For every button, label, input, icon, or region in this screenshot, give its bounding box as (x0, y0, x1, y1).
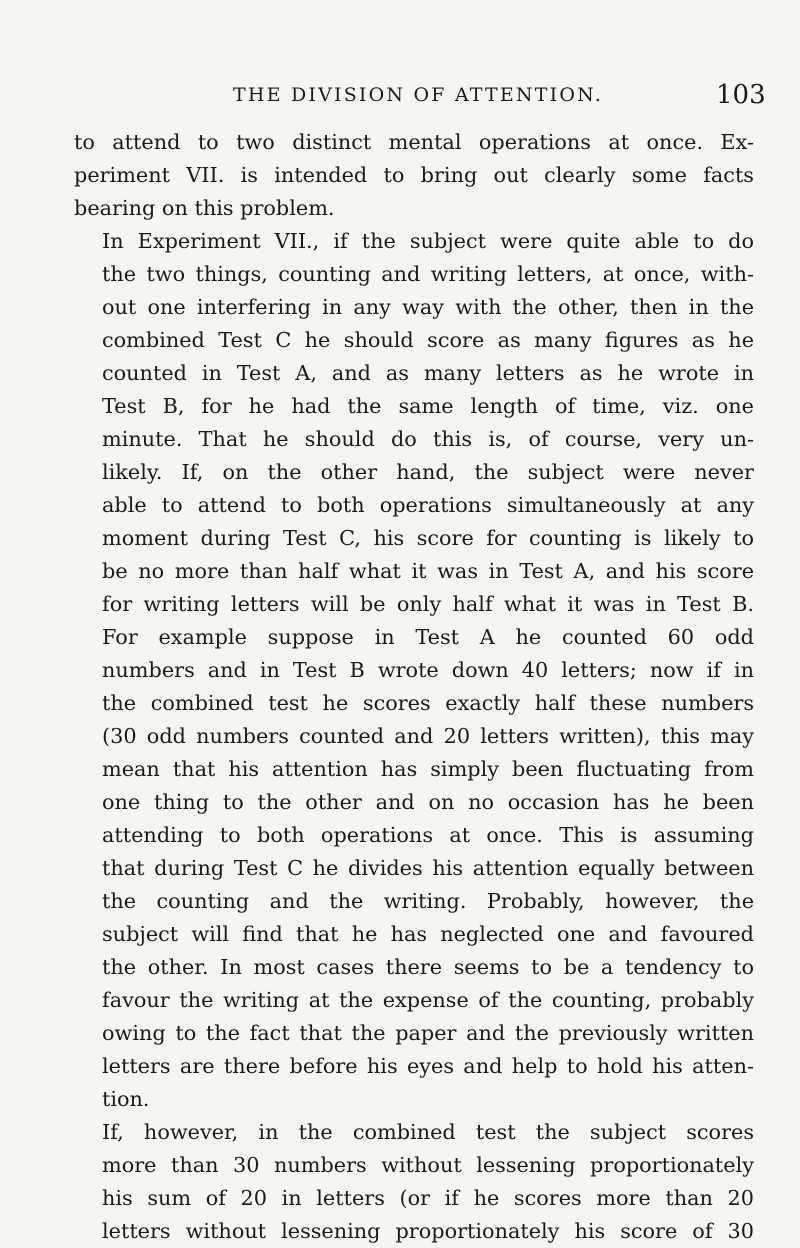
text-line: able to attend to both operations simultaneously at any (102, 493, 754, 517)
text-line: the other. In most cases there seems to be a tendency to (102, 955, 754, 979)
text-line: more than 30 numbers without lessening proportionately (102, 1153, 754, 1177)
text-line: likely. If, on the other hand, the subject were never (102, 460, 754, 484)
text-line: (30 odd numbers counted and 20 letters written), this may (102, 724, 754, 748)
text-line: out one interfering in any way with the other, then in the (102, 295, 754, 319)
text-line: for writing letters will be only half what it was in Test B. (102, 592, 754, 616)
running-head: THE DIVISION OF ATTENTION. (233, 84, 603, 106)
text-line: counted in Test A, and as many letters as he wrote in (102, 361, 754, 385)
text-line: tion. (102, 1087, 150, 1111)
text-line: combined Test C he should score as many figures as he (102, 328, 754, 352)
page-number: 103 (716, 80, 766, 110)
text-line: mean that his attention has simply been fluctuating from (102, 757, 754, 781)
text-line: For example suppose in Test A he counted 60 odd (102, 625, 754, 649)
text-line: minute. That he should do this is, of course, very un- (102, 427, 754, 451)
body-text (74, 126, 754, 1248)
text-line: Test B, for he had the same length of time, viz. one (102, 394, 754, 418)
text-line: one thing to the other and on no occasion has he been (102, 790, 754, 814)
text-line: bearing on this problem. (74, 196, 335, 220)
text-line: letters are there before his eyes and help to hold his atten- (102, 1054, 754, 1078)
text-line: the two things, counting and writing letters, at once, with- (102, 262, 754, 286)
text-line: numbers and in Test B wrote down 40 letters; now if in (102, 658, 754, 682)
text-line: owing to the fact that the paper and the previously written (102, 1021, 754, 1045)
paragraph (74, 225, 754, 1116)
text-line: the counting and the writing. Probably, however, the (102, 889, 754, 913)
text-line: that during Test C he divides his attention equally between (102, 856, 754, 880)
text-line: the combined test he scores exactly half these numbers (102, 691, 754, 715)
text-line: be no more than half what it was in Test A, and his score (102, 559, 754, 583)
text-line: attending to both operations at once. This is assuming (102, 823, 754, 847)
page-header (0, 80, 800, 116)
text-line: to attend to two distinct mental operations at once. Ex- (74, 130, 754, 154)
text-line: If, however, in the combined test the subject scores (102, 1120, 754, 1144)
text-line: periment VII. is intended to bring out clearly some facts (74, 163, 754, 187)
paragraph (74, 1116, 754, 1248)
paragraph (74, 126, 754, 225)
text-line: In Experiment VII., if the subject were quite able to do (102, 229, 754, 253)
text-line: his sum of 20 in letters (or if he scores more than 20 (102, 1186, 754, 1210)
text-line: moment during Test C, his score for counting is likely to (102, 526, 754, 550)
text-line: letters without lessening proportionately his score of 30 (102, 1219, 754, 1243)
text-line: favour the writing at the expense of the counting, probably (102, 988, 754, 1012)
text-line: subject will find that he has neglected one and favoured (102, 922, 754, 946)
